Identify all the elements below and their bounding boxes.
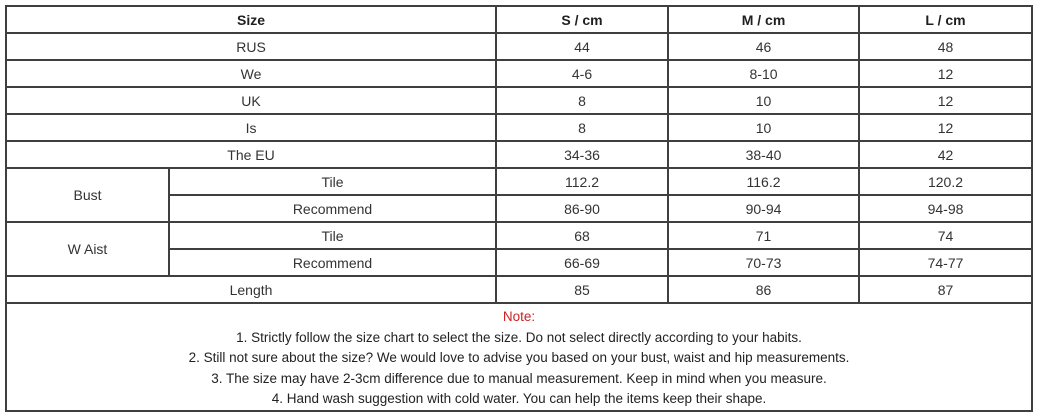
bust-tile-l: 120.2 — [859, 168, 1032, 195]
note-title: Note: — [502, 309, 536, 324]
row-we-l: 12 — [859, 60, 1032, 87]
row-eu-l: 42 — [859, 141, 1032, 168]
bust-tile-m: 116.2 — [668, 168, 859, 195]
row-eu-m: 38-40 — [668, 141, 859, 168]
row-rus-m: 46 — [668, 33, 859, 60]
bust-tile-label: Tile — [169, 168, 496, 195]
row-we — [6, 60, 1032, 87]
note-row — [6, 303, 1032, 411]
row-is-label: Is — [6, 114, 496, 141]
note-block — [7, 304, 1031, 410]
row-we-s: 4-6 — [496, 60, 668, 87]
waist-recommend-m: 70-73 — [668, 249, 859, 276]
length-l: 87 — [859, 276, 1032, 303]
row-bust-tile — [6, 168, 1032, 195]
header-row — [6, 6, 1032, 33]
row-is-l: 12 — [859, 114, 1032, 141]
row-rus-l: 48 — [859, 33, 1032, 60]
row-rus-label: RUS — [6, 33, 496, 60]
bust-recommend-m: 90-94 — [668, 195, 859, 222]
waist-tile-l: 74 — [859, 222, 1032, 249]
row-we-m: 8-10 — [668, 60, 859, 87]
waist-recommend-l: 74-77 — [859, 249, 1032, 276]
waist-tile-s: 68 — [496, 222, 668, 249]
row-is-m: 10 — [668, 114, 859, 141]
size-chart-table — [5, 5, 1033, 412]
row-uk-m: 10 — [668, 87, 859, 114]
note-cell — [6, 303, 1032, 411]
row-eu — [6, 141, 1032, 168]
header-s-cell: S / cm — [496, 6, 668, 33]
note-line-3: 3. The size may have 2-3cm difference due to manual measurement. Keep in mind when you measure. — [211, 370, 827, 386]
waist-recommend-s: 66-69 — [496, 249, 668, 276]
row-uk-label: UK — [6, 87, 496, 114]
note-line-4: 4. Hand wash suggestion with cold water. You can help the items keep their shape. — [271, 391, 767, 406]
row-uk-s: 8 — [496, 87, 668, 114]
row-uk — [6, 87, 1032, 114]
row-waist-tile — [6, 222, 1032, 249]
row-rus-s: 44 — [496, 33, 668, 60]
header-size-cell: Size — [6, 6, 496, 33]
row-is — [6, 114, 1032, 141]
waist-tile-label: Tile — [169, 222, 496, 249]
waist-tile-m: 71 — [668, 222, 859, 249]
row-eu-s: 34-36 — [496, 141, 668, 168]
row-uk-l: 12 — [859, 87, 1032, 114]
note-line-2: 2. Still not sure about the size? We would love to advise you based on your bust, waist and hip measurements. — [188, 350, 850, 365]
bust-recommend-label: Recommend — [169, 195, 496, 222]
header-m-cell: M / cm — [668, 6, 859, 33]
header-l-cell: L / cm — [859, 6, 1032, 33]
row-length — [6, 276, 1032, 303]
length-s: 85 — [496, 276, 668, 303]
waist-recommend-label: Recommend — [169, 249, 496, 276]
length-label: Length — [6, 276, 496, 303]
length-m: 86 — [668, 276, 859, 303]
bust-recommend-l: 94-98 — [859, 195, 1032, 222]
waist-label: W Aist — [6, 222, 169, 276]
row-eu-label: The EU — [6, 141, 496, 168]
bust-tile-s: 112.2 — [496, 168, 668, 195]
bust-recommend-s: 86-90 — [496, 195, 668, 222]
note-line-1: 1. Strictly follow the size chart to select the size. Do not select directly according to your habits. — [236, 329, 802, 345]
bust-label: Bust — [6, 168, 169, 222]
row-rus — [6, 33, 1032, 60]
row-is-s: 8 — [496, 114, 668, 141]
row-we-label: We — [6, 60, 496, 87]
